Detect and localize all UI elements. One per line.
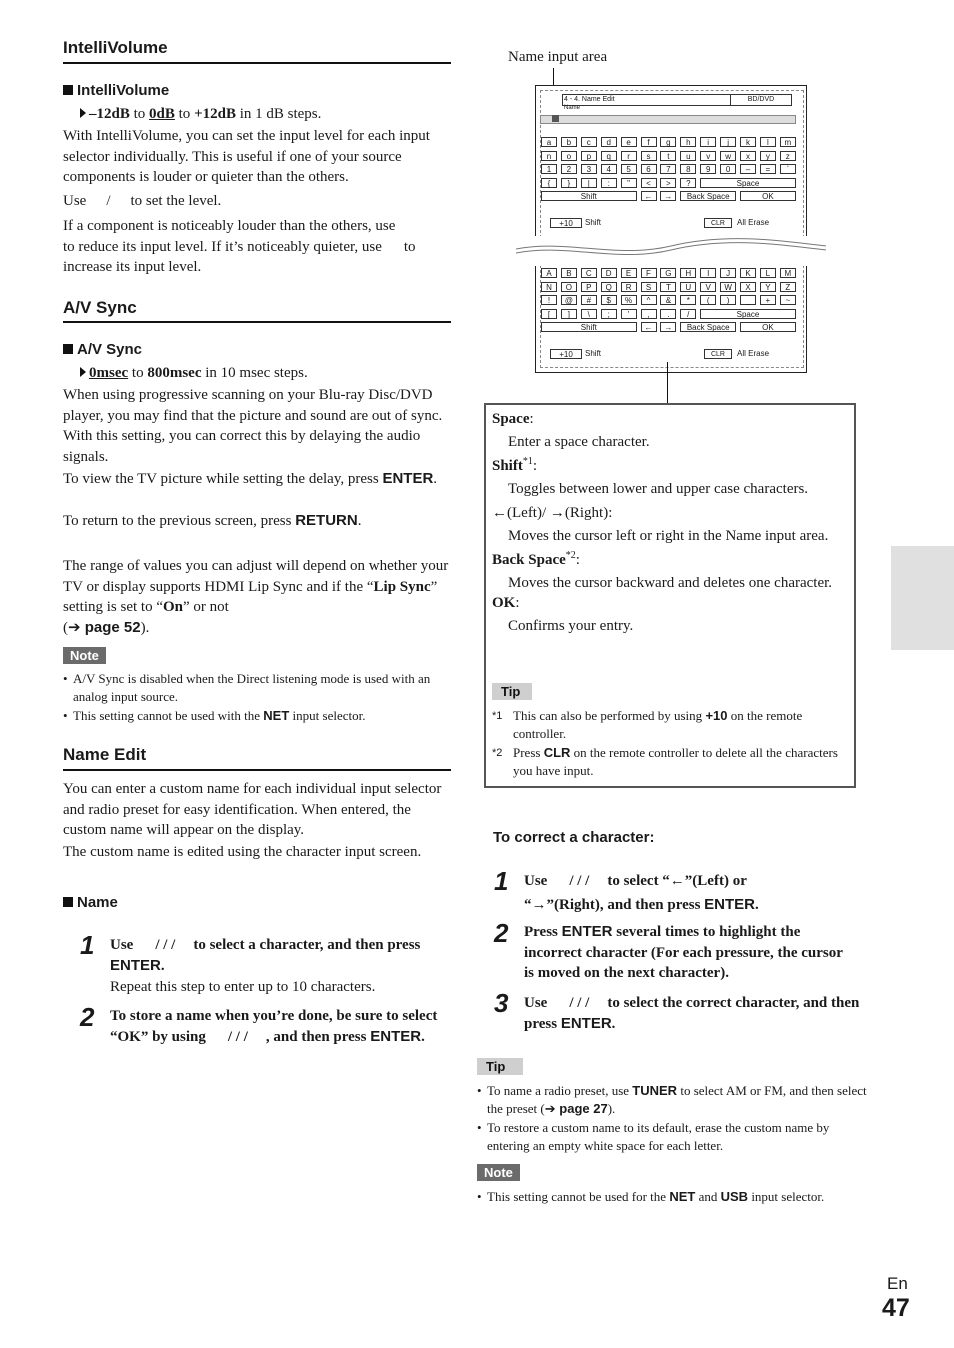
char-key[interactable]: 9 (700, 164, 716, 174)
char-key[interactable]: ~ (780, 295, 796, 305)
nameedit-paragraph-2: The custom name is edited using the character input screen. (63, 844, 422, 860)
left-arrow-key[interactable]: ← (641, 191, 657, 201)
space-key[interactable]: Space (700, 309, 796, 319)
name-cursor (552, 115, 559, 122)
avsync-enter-paragraph: To view the TV picture while setting the delay, press ENTER. (63, 470, 438, 487)
left-arrow-key[interactable]: ← (641, 322, 657, 332)
char-key[interactable]: x (740, 151, 756, 161)
char-key[interactable]: Y (760, 282, 776, 292)
char-key[interactable]: J (720, 268, 736, 278)
char-key[interactable]: M (780, 268, 796, 278)
list-item: • To restore a custom name to its default, erase the custom name by entering an empty white space for each letter. (477, 1119, 869, 1155)
char-key[interactable]: o (561, 151, 577, 161)
char-key[interactable]: w (720, 151, 736, 161)
step-text: To store a name when you’re done, be sure to select “OK” by using / / / , and then press ENTER. (110, 1008, 438, 1045)
char-key[interactable]: @ (561, 295, 577, 305)
char-key[interactable]: E (621, 268, 637, 278)
name-input-field[interactable] (540, 115, 796, 124)
char-key[interactable]: P (581, 282, 597, 292)
character-input-screen (535, 85, 807, 373)
step-number: 2 (494, 918, 509, 948)
char-key[interactable]: & (660, 295, 676, 305)
char-key[interactable]: = (760, 164, 776, 174)
plus10-key[interactable]: +10 (550, 218, 582, 228)
clr-key[interactable]: CLR (704, 349, 732, 359)
step-text: Use / / / to select the correct character, and then press ENTER. (524, 995, 860, 1032)
char-key[interactable]: s (641, 151, 657, 161)
step-number: 1 (80, 930, 95, 960)
char-key[interactable]: } (561, 178, 577, 188)
intellivolume-heading: IntelliVolume (63, 38, 168, 57)
char-key[interactable]: H (680, 268, 696, 278)
avsync-paragraph: When using progressive scanning on your Blu-ray Disc/DVD player, you may find that the picture and sound are out of sync. With this setting, you can correct this by delaying the audio signals. (63, 387, 443, 465)
char-key[interactable]: . (660, 309, 676, 319)
char-key[interactable]: v (700, 151, 716, 161)
plus10-key[interactable]: +10 (550, 349, 582, 359)
char-key[interactable]: K (740, 268, 756, 278)
char-key[interactable]: , (641, 309, 657, 319)
char-key[interactable]: ( (700, 295, 716, 305)
nameedit-paragraph: You can enter a custom name for each individual input selector and radio preset for easy identification. When entered, the custom name will appear on the display. (63, 781, 442, 838)
clr-key[interactable]: CLR (704, 218, 732, 228)
char-key[interactable]: e (621, 137, 637, 147)
char-key[interactable]: ^ (641, 295, 657, 305)
char-key[interactable]: 0 (720, 164, 736, 174)
char-key[interactable]: t (660, 151, 676, 161)
char-key[interactable]: $ (601, 295, 617, 305)
shift-label: Shift (585, 218, 602, 227)
char-key[interactable]: : (601, 178, 617, 188)
avsync-return-paragraph: To return to the previous screen, press RETURN. (63, 512, 362, 529)
char-key[interactable]: W (720, 282, 736, 292)
page-link[interactable]: page 52 (80, 618, 141, 636)
tip-label: Tip (492, 683, 532, 700)
char-key[interactable]: N (541, 282, 557, 292)
list-item: • A/V Sync is disabled when the Direct listening mode is used with an analog input source. (63, 670, 451, 706)
ok-key[interactable]: OK (740, 322, 796, 332)
char-key[interactable]: T (660, 282, 676, 292)
char-key[interactable]: { (541, 178, 557, 188)
avsync-range: 0msec to 800msec in 10 msec steps. (80, 363, 308, 384)
all-erase-label: All Erase (737, 349, 770, 358)
char-key[interactable]: R (621, 282, 637, 292)
avsync-range-paragraph: The range of values you can adjust will depend on whether your TV or display supports HDMI Lip Sync and if the “Lip Sync” setting is set to “On” or not (➔ page 52). (63, 558, 449, 636)
char-key[interactable]: [ (541, 309, 557, 319)
step-number: 1 (494, 866, 509, 896)
char-key[interactable]: G (660, 268, 676, 278)
char-key[interactable]: q (601, 151, 617, 161)
char-key[interactable]: n (541, 151, 557, 161)
char-key[interactable]: 7 (660, 164, 676, 174)
step-text: Use / / / to select a character, and then press ENTER. (110, 937, 421, 974)
page-link[interactable]: page 27 (555, 1101, 608, 1116)
all-erase-label: All Erase (737, 218, 770, 227)
right-arrow-key[interactable]: → (660, 191, 676, 201)
char-key[interactable]: | (581, 178, 597, 188)
char-key[interactable]: 4 (601, 164, 617, 174)
intellivolume-use-line: Use / to set the level. (63, 193, 222, 209)
char-key[interactable]: I (700, 268, 716, 278)
list-item: • This setting cannot be used with the NET input selector. (63, 707, 451, 725)
char-key[interactable]: O (561, 282, 577, 292)
screen-name-label: Name (564, 105, 581, 111)
char-key[interactable]: / (680, 309, 696, 319)
heading-rule (63, 321, 451, 323)
page-number: 47 (882, 1294, 910, 1322)
char-key[interactable]: * (680, 295, 696, 305)
torn-break (516, 236, 826, 266)
list-item: *1 This can also be performed by using +10 on the remote controller. (492, 708, 803, 741)
section-tab (891, 546, 954, 650)
tip-list (477, 1082, 869, 1155)
screen-source: BD/DVD (730, 94, 792, 106)
char-key[interactable]: + (760, 295, 776, 305)
char-key[interactable]: l (760, 137, 776, 147)
char-key[interactable]: z (780, 151, 796, 161)
step-note: Repeat this step to enter up to 10 characters. (110, 979, 376, 995)
nameedit-heading: Name Edit (63, 745, 147, 764)
char-key[interactable]: B (561, 268, 577, 278)
list-item: • To name a radio preset, use TUNER to select AM or FM, and then select the preset (➔ page 27). (477, 1082, 869, 1118)
intellivolume-subheading: IntelliVolume (63, 82, 169, 99)
step-number: 3 (494, 988, 509, 1018)
char-key[interactable]: ! (541, 295, 557, 305)
intellivolume-range: –12dB to 0dB to +12dB in 1 dB steps. (80, 104, 321, 125)
shift-key[interactable]: Shift (541, 322, 637, 332)
wavy-break-lines (516, 236, 826, 266)
char-key[interactable]: # (581, 295, 597, 305)
char-key[interactable]: C (581, 268, 597, 278)
char-key[interactable]: j (720, 137, 736, 147)
heading-rule (63, 769, 451, 771)
char-key[interactable]: 1 (541, 164, 557, 174)
char-key[interactable]: L (760, 268, 776, 278)
char-key[interactable]: f (641, 137, 657, 147)
char-key[interactable]: Q (601, 282, 617, 292)
char-key[interactable]: k (740, 137, 756, 147)
char-key[interactable]: ' (621, 309, 637, 319)
char-key[interactable]: > (660, 178, 676, 188)
note-list (63, 670, 451, 725)
list-item: *2 Press CLR on the remote controller to delete all the characters you have input. (492, 745, 838, 778)
char-key[interactable]: U (680, 282, 696, 292)
list-item: • This setting cannot be used for the NET and USB input selector. (477, 1188, 877, 1206)
char-key[interactable]: ` (780, 164, 796, 174)
tip-footnotes (492, 707, 848, 780)
name-subheading: Name (63, 894, 118, 911)
char-key[interactable]: A (541, 268, 557, 278)
char-key[interactable]: \ (581, 309, 597, 319)
avsync-heading: A/V Sync (63, 298, 137, 317)
backspace-key[interactable]: Back Space (680, 191, 736, 201)
char-key[interactable]: 5 (621, 164, 637, 174)
char-key[interactable]: d (601, 137, 617, 147)
right-arrow-key[interactable]: → (660, 322, 676, 332)
char-key[interactable]: < (641, 178, 657, 188)
char-key[interactable]: X (740, 282, 756, 292)
char-key[interactable]: S (641, 282, 657, 292)
backspace-key[interactable]: Back Space (680, 322, 736, 332)
char-key[interactable]: c (581, 137, 597, 147)
note-label: Note (63, 647, 106, 664)
char-key[interactable]: ? (680, 178, 696, 188)
char-key[interactable]: " (621, 178, 637, 188)
char-key[interactable]: – (740, 164, 756, 174)
language-label: En (887, 1274, 908, 1293)
char-key[interactable]: i (700, 137, 716, 147)
tip-label: Tip (477, 1058, 523, 1075)
char-key[interactable]: ; (601, 309, 617, 319)
intellivolume-level-paragraph: If a component is noticeably louder than the others, use to reduce its input level. If it’s noticeably quieter, use to increase its input level. (63, 218, 416, 275)
ok-key[interactable]: OK (740, 191, 796, 201)
char-key[interactable]: D (601, 268, 617, 278)
step-number: 2 (80, 1002, 95, 1032)
char-key[interactable]: 6 (641, 164, 657, 174)
step-text: Use / / / to select “←”(Left) or “→”(Right), and then press ENTER. (524, 873, 759, 913)
shift-label: Shift (585, 349, 602, 358)
char-key[interactable]: 2 (561, 164, 577, 174)
name-input-area-callout: Name input area (508, 49, 608, 65)
char-key[interactable]: r (621, 151, 637, 161)
char-key[interactable]: ] (561, 309, 577, 319)
step-text: Press ENTER several times to highlight the incorrect character (For each pressure, the cursor is moved on the next character). (524, 923, 843, 981)
char-key[interactable]: h (680, 137, 696, 147)
char-key[interactable]: m (780, 137, 796, 147)
heading-rule (63, 62, 451, 64)
shift-key[interactable]: Shift (541, 191, 637, 201)
char-key[interactable]: b (561, 137, 577, 147)
char-key[interactable]: _ (740, 295, 756, 305)
char-key[interactable]: 3 (581, 164, 597, 174)
avsync-subheading: A/V Sync (63, 341, 142, 358)
char-key[interactable]: a (541, 137, 557, 147)
char-key[interactable]: ) (720, 295, 736, 305)
note-list (477, 1188, 877, 1206)
char-key[interactable]: p (581, 151, 597, 161)
char-key[interactable]: % (621, 295, 637, 305)
char-key[interactable]: V (700, 282, 716, 292)
key-legend: Space: Enter a space character. Shift$^{*1}$: Toggles between lower and upper case characters. ←(Left)/ →(Right): Moves the cursor left or right in the Name input area. Back Space$^{*2}$: Moves the cursor backward and deletes one character. OK: Confirms your entry. (492, 411, 833, 634)
correct-heading: To correct a character: (493, 829, 655, 846)
char-key[interactable]: F (641, 268, 657, 278)
char-key[interactable]: Z (780, 282, 796, 292)
callout-line (667, 362, 668, 404)
screen-title: 4 - 4. Name Edit (562, 94, 731, 106)
space-key[interactable]: Space (700, 178, 796, 188)
char-key[interactable]: 8 (680, 164, 696, 174)
char-key[interactable]: y (760, 151, 776, 161)
char-key[interactable]: g (660, 137, 676, 147)
intellivolume-paragraph: With IntelliVolume, you can set the input level for each input selector individually. This is useful if one of your source components is louder or quieter than the others. (63, 128, 430, 185)
note-label: Note (477, 1164, 520, 1181)
char-key[interactable]: u (680, 151, 696, 161)
